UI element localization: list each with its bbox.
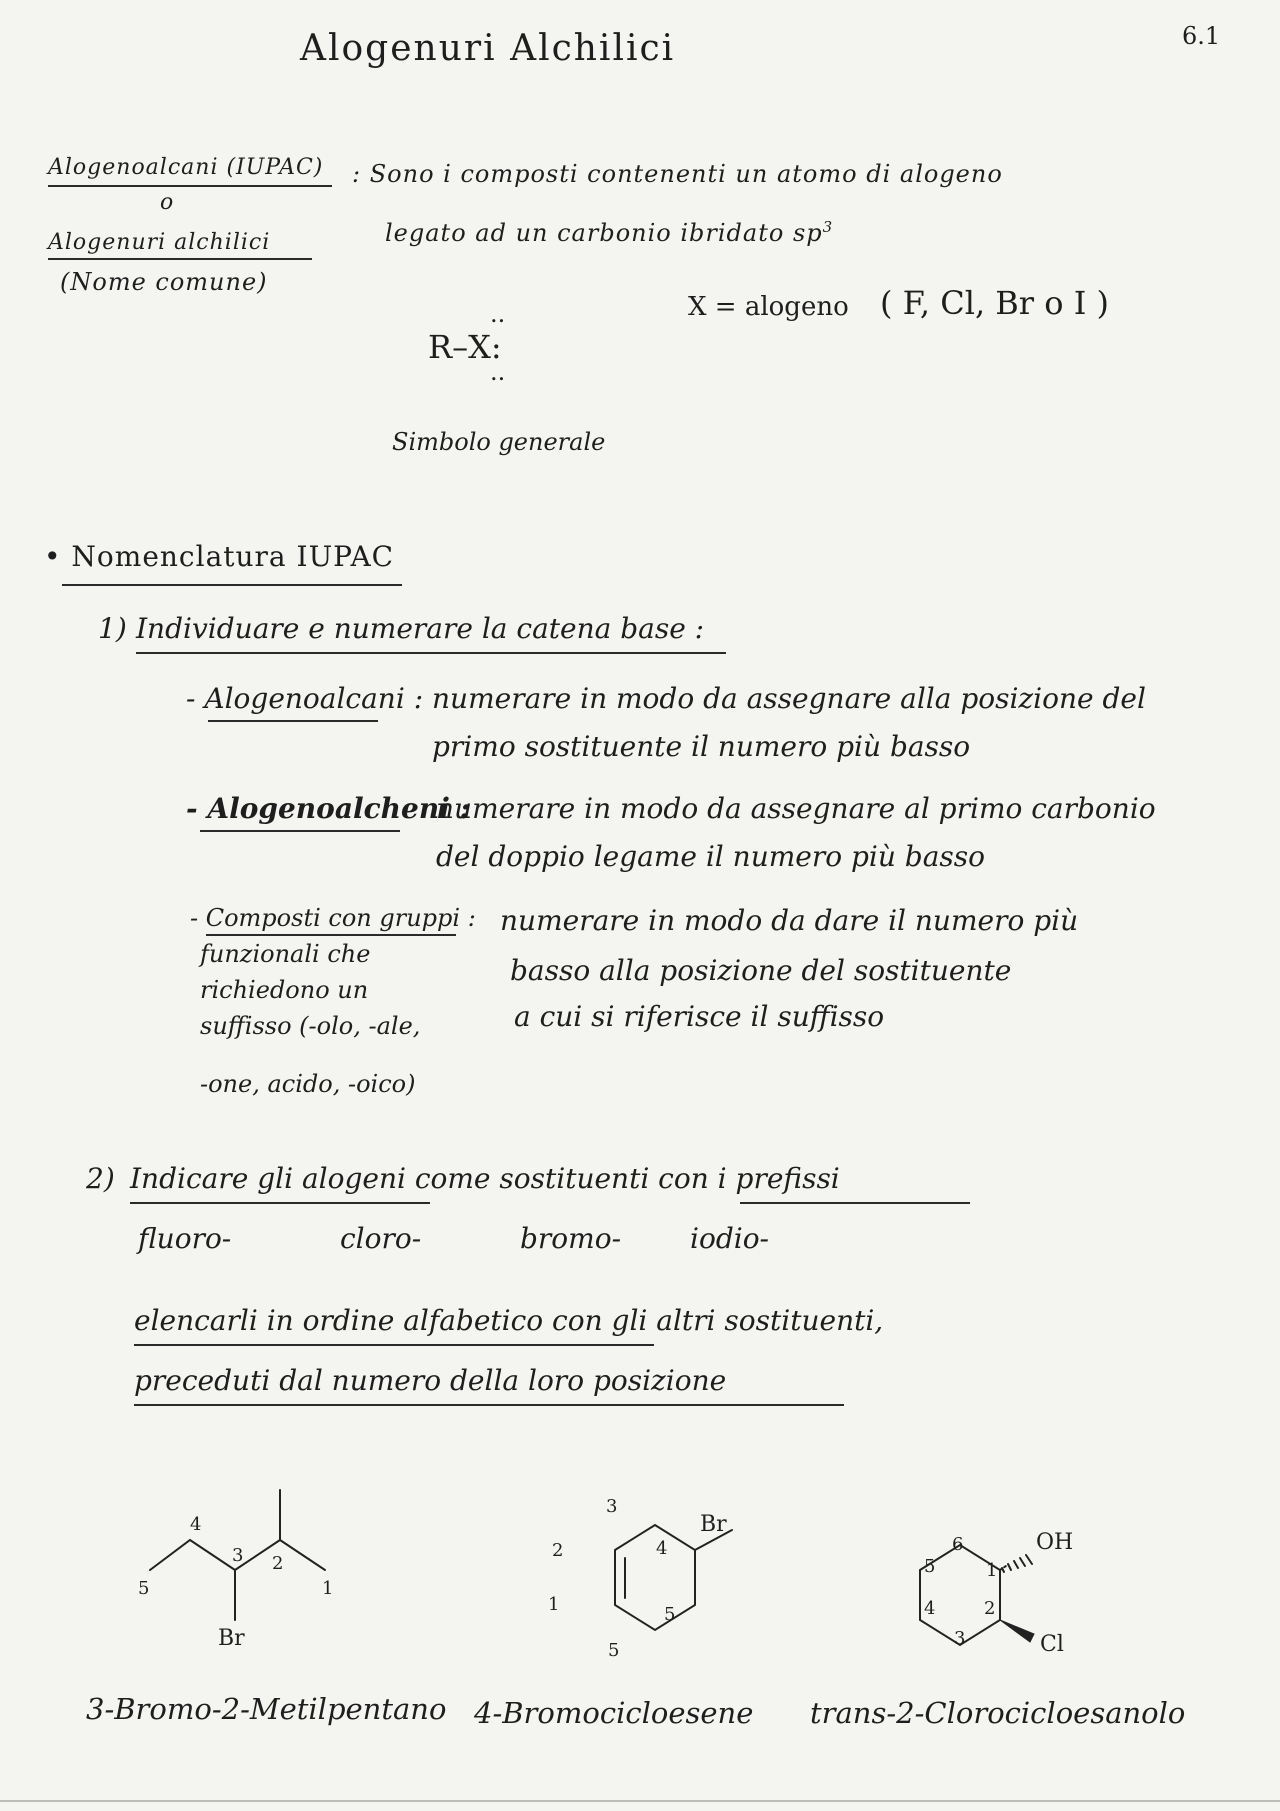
rule-alkanes-label: - Alogenoalcani :	[186, 682, 424, 715]
or-label: o	[160, 190, 175, 215]
prefix-iodio: iodio-	[690, 1222, 770, 1255]
prefix-fluoro: fluoro-	[138, 1222, 232, 1255]
ex3-locant-5: 5	[924, 1556, 936, 1577]
ex2-compound-name: 4-Bromocicloesene	[474, 1696, 754, 1730]
halogen-definition: X = alogeno	[688, 292, 849, 322]
formula-lone-pair: :	[490, 328, 502, 366]
ex3-hydroxyl-group: OH	[1036, 1530, 1074, 1555]
step2-line2: elencarli in ordine alfabetico con gli altri sostituenti,	[134, 1304, 884, 1337]
rule-alkenes-line2: del doppio legame il numero più basso	[436, 840, 986, 873]
ex1-compound-name: 3-Bromo-2-Metilpentano	[86, 1692, 447, 1726]
rule-functional-label-5: -one, acido, -oico)	[200, 1070, 416, 1098]
page-bottom-edge	[0, 1800, 1280, 1802]
ex3-locant-1: 1	[986, 1560, 998, 1581]
halogen-list: ( F, Cl, Br o I )	[880, 284, 1109, 322]
rule-functional-label-2: funzionali che	[200, 940, 371, 968]
step2-number: 2)	[86, 1162, 115, 1195]
formula-bond: –	[452, 328, 469, 366]
common-name: Alogenuri alchilici	[48, 230, 271, 255]
nomenclature-heading: • Nomenclatura IUPAC	[44, 540, 395, 573]
ex3-locant-2: 2	[984, 1598, 996, 1619]
ex1-locant-2: 2	[272, 1553, 284, 1574]
ex1-locant-3: 3	[232, 1545, 244, 1566]
rule-functional-line1: numerare in modo da dare il numero più	[500, 904, 1079, 937]
underline	[136, 652, 726, 654]
ex1-locant-5: 5	[138, 1578, 150, 1599]
underline	[62, 584, 402, 586]
underline	[130, 1202, 430, 1204]
ex1-bromine-atom: Br	[218, 1626, 245, 1651]
formula-r: R	[428, 328, 453, 366]
definition-line1: : Sono i composti contenenti un atomo di alogeno	[352, 160, 1003, 188]
sp3-superscript: 3	[822, 218, 834, 236]
underline	[134, 1404, 844, 1406]
underline	[48, 258, 312, 260]
step2-line1: Indicare gli alogeni come sostituenti con i prefissi	[130, 1162, 840, 1195]
ex2-locant-1: 1	[548, 1594, 560, 1615]
step2-line3: preceduti dal numero della loro posizione	[134, 1364, 727, 1397]
ex3-chlorine-atom: Cl	[1040, 1632, 1064, 1657]
underline	[740, 1202, 970, 1204]
rule-functional-line2: basso alla posizione del sostituente	[510, 954, 1012, 987]
rule-functional-label-3: richiedono un	[200, 976, 369, 1004]
ex3-locant-6: 6	[952, 1534, 964, 1555]
rule-functional-line3: a cui si riferisce il suffisso	[514, 1000, 885, 1033]
definition-line2: legato ad un carbonio ibridato $sp^3$	[385, 218, 834, 247]
underline	[134, 1344, 654, 1346]
page-number: 6.1	[1182, 22, 1221, 50]
structure-4-bromocicloesene	[560, 1500, 760, 1670]
underline	[200, 830, 400, 832]
ex2-locant-2: 2	[552, 1540, 564, 1561]
underline	[48, 185, 332, 187]
rule-alkenes-label: - Alogenoalcheni :	[186, 792, 470, 825]
rule-alkanes-line1: numerare in modo da assegnare alla posizione del	[432, 682, 1146, 715]
step1-number: 1)	[98, 612, 127, 645]
common-note: (Nome comune)	[60, 268, 268, 296]
prefix-cloro: cloro-	[340, 1222, 422, 1255]
ex2-locant-5a: 5	[664, 1604, 676, 1625]
rule-functional-label-1: - Composti con gruppi :	[190, 904, 476, 932]
ex3-compound-name: trans-2-Clorocicloesanolo	[810, 1696, 1186, 1730]
structure-3-bromo-2-metilpentano	[130, 1480, 370, 1640]
underline	[206, 934, 456, 936]
rule-functional-label-4: suffisso (-olo, -ale,	[200, 1012, 421, 1040]
lone-pair-dots-top: ..	[490, 300, 506, 328]
prefix-bromo: bromo-	[520, 1222, 622, 1255]
ex1-locant-4: 4	[190, 1514, 202, 1535]
ex2-locant-4: 4	[656, 1538, 668, 1559]
iupac-name: Alogenoalcani (IUPAC)	[48, 155, 324, 180]
lone-pair-dots-bottom: ..	[490, 358, 506, 386]
ex3-locant-4: 4	[924, 1598, 936, 1619]
rule-alkanes-line2: primo sostituente il numero più basso	[432, 730, 971, 763]
ex2-locant-5b: 5	[608, 1640, 620, 1661]
ex3-locant-3: 3	[954, 1628, 966, 1649]
ex2-bromine-atom: Br	[700, 1512, 727, 1537]
underline	[208, 720, 378, 722]
rule-alkenes-line1: numerare in modo da assegnare al primo carbonio	[436, 792, 1156, 825]
page-title: Alogenuri Alchilici	[300, 28, 676, 69]
ex2-locant-3: 3	[606, 1496, 618, 1517]
formula-x: X	[468, 328, 491, 366]
ex1-locant-1: 1	[322, 1578, 334, 1599]
step1-title: Individuare e numerare la catena base :	[136, 612, 705, 645]
formula-caption: Simbolo generale	[392, 428, 606, 456]
